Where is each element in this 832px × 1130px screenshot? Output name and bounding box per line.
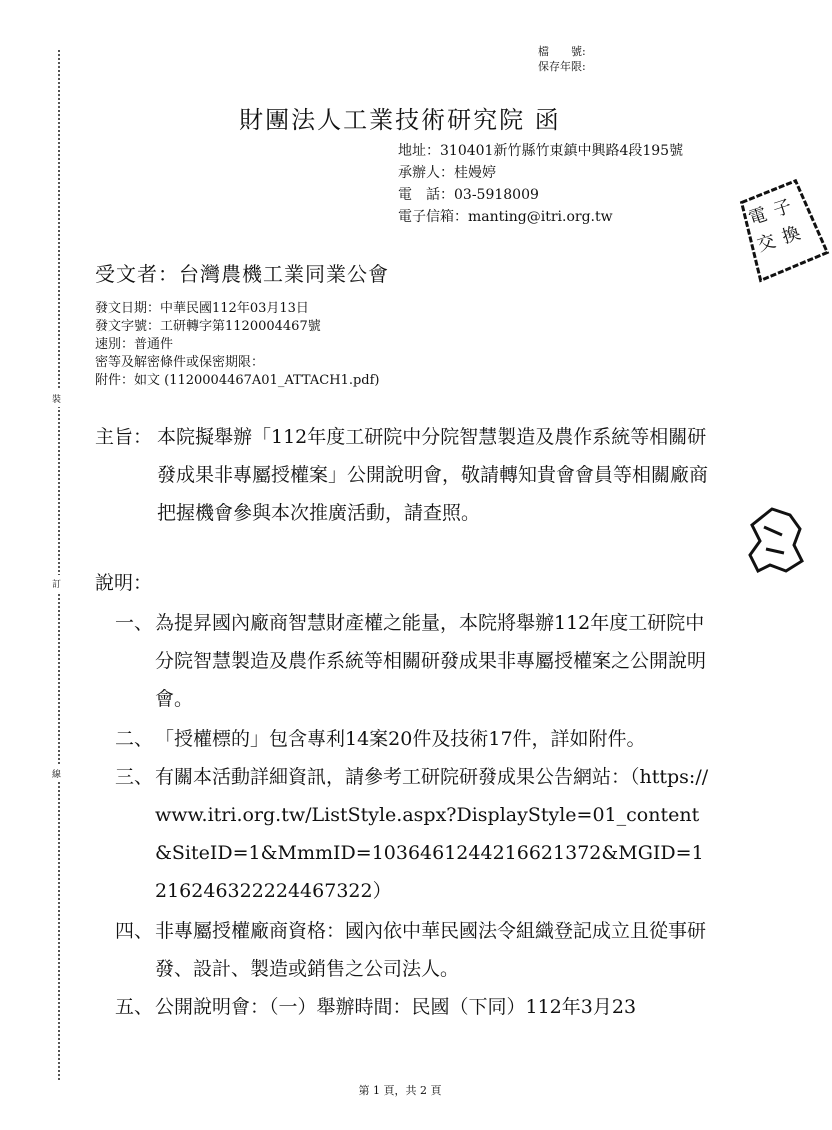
stamp-text-2: 子 — [770, 195, 795, 222]
item-number: 四、 — [115, 920, 154, 942]
security-level: 密等及解密條件或保密期限： — [95, 355, 265, 370]
file-number-label: 檔 號: — [538, 45, 586, 58]
item-text: 為提昇國內廠商智慧財產權之能量，本院將舉辦112年度工研院中分院智慧製造及農作系統等相關研發成果非專屬授權案之公開說明會。 — [155, 612, 707, 710]
explanation-item-3 — [115, 758, 715, 910]
explanation-label: 說明： — [95, 572, 153, 594]
binding-margin-line — [58, 50, 60, 1080]
sender-info — [398, 140, 708, 228]
stamp-text-4: 換 — [779, 222, 803, 249]
subject-label: 主旨： — [95, 426, 153, 448]
stamp-text-1: 電 — [746, 203, 770, 230]
sender-address: 地址：310401新竹縣竹東鎮中興路4段195號 — [398, 143, 684, 159]
doc-meta — [95, 300, 380, 390]
explanation-item-5 — [115, 988, 715, 1026]
document-title: 財團法人工業技術研究院 函 — [239, 106, 561, 134]
exchange-stamp-icon — [728, 176, 831, 284]
retention-label: 保存年限: — [538, 60, 586, 73]
sender-handler: 承辦人：桂嫚婷 — [398, 165, 496, 181]
issue-number: 發文字號：工研轉字第1120004467號 — [95, 319, 321, 334]
page-footer: 第 1 頁，共 2 頁 — [358, 1084, 442, 1097]
file-meta — [538, 44, 605, 74]
binding-label-ding: 訂 — [52, 575, 61, 592]
recipient: 受文者：台灣農機工業同業公會 — [95, 262, 389, 286]
item-text: 公開說明會：（一）舉辦時間：民國（下同）112年3月23 — [155, 996, 637, 1018]
explanation-item-2 — [115, 720, 715, 758]
item-number: 五、 — [115, 996, 154, 1018]
item-number: 一、 — [115, 612, 154, 634]
seal-fragment-icon — [742, 505, 812, 575]
explanation-item-4 — [115, 912, 715, 988]
item-text: 非專屬授權廠商資格：國內依中華民國法令組織登記成立且從事研發、設計、製造或銷售之公司法人。 — [155, 920, 707, 980]
subject-text: 本院擬舉辦「112年度工研院中分院智慧製造及農作系統等相關研發成果非專屬授權案」公開說明會，敬請轉知貴會會員等相關廠商把握機會參與本次推廣活動，請查照。 — [157, 426, 709, 524]
binding-label-zhuang: 裝 — [52, 390, 61, 407]
delivery-speed: 速別：普通件 — [95, 337, 174, 352]
issue-date: 發文日期：中華民國112年03月13日 — [95, 301, 309, 316]
subject-section — [95, 418, 715, 532]
sender-email: 電子信箱：manting@itri.org.tw — [398, 209, 613, 225]
attachment: 附件：如文 (1120004467A01_ATTACH1.pdf) — [95, 373, 380, 388]
stamp-text-3: 交 — [754, 230, 779, 257]
item-text: 「授權標的」包含專利14案20件及技術17件，詳如附件。 — [155, 728, 646, 750]
sender-phone: 電 話：03-5918009 — [398, 187, 539, 203]
item-text: 有關本活動詳細資訊，請參考工研院研發成果公告網站：（https://www.itri.org.tw/ListStyle.aspx?DisplayStyle=01_content&SiteID=1&MmmID=1036461244216621372&MGID=1216246322224467322） — [155, 766, 709, 902]
explanation-item-1 — [115, 604, 715, 718]
binding-label-xian: 線 — [52, 765, 61, 782]
item-number: 三、 — [115, 766, 154, 788]
item-number: 二、 — [115, 728, 154, 750]
